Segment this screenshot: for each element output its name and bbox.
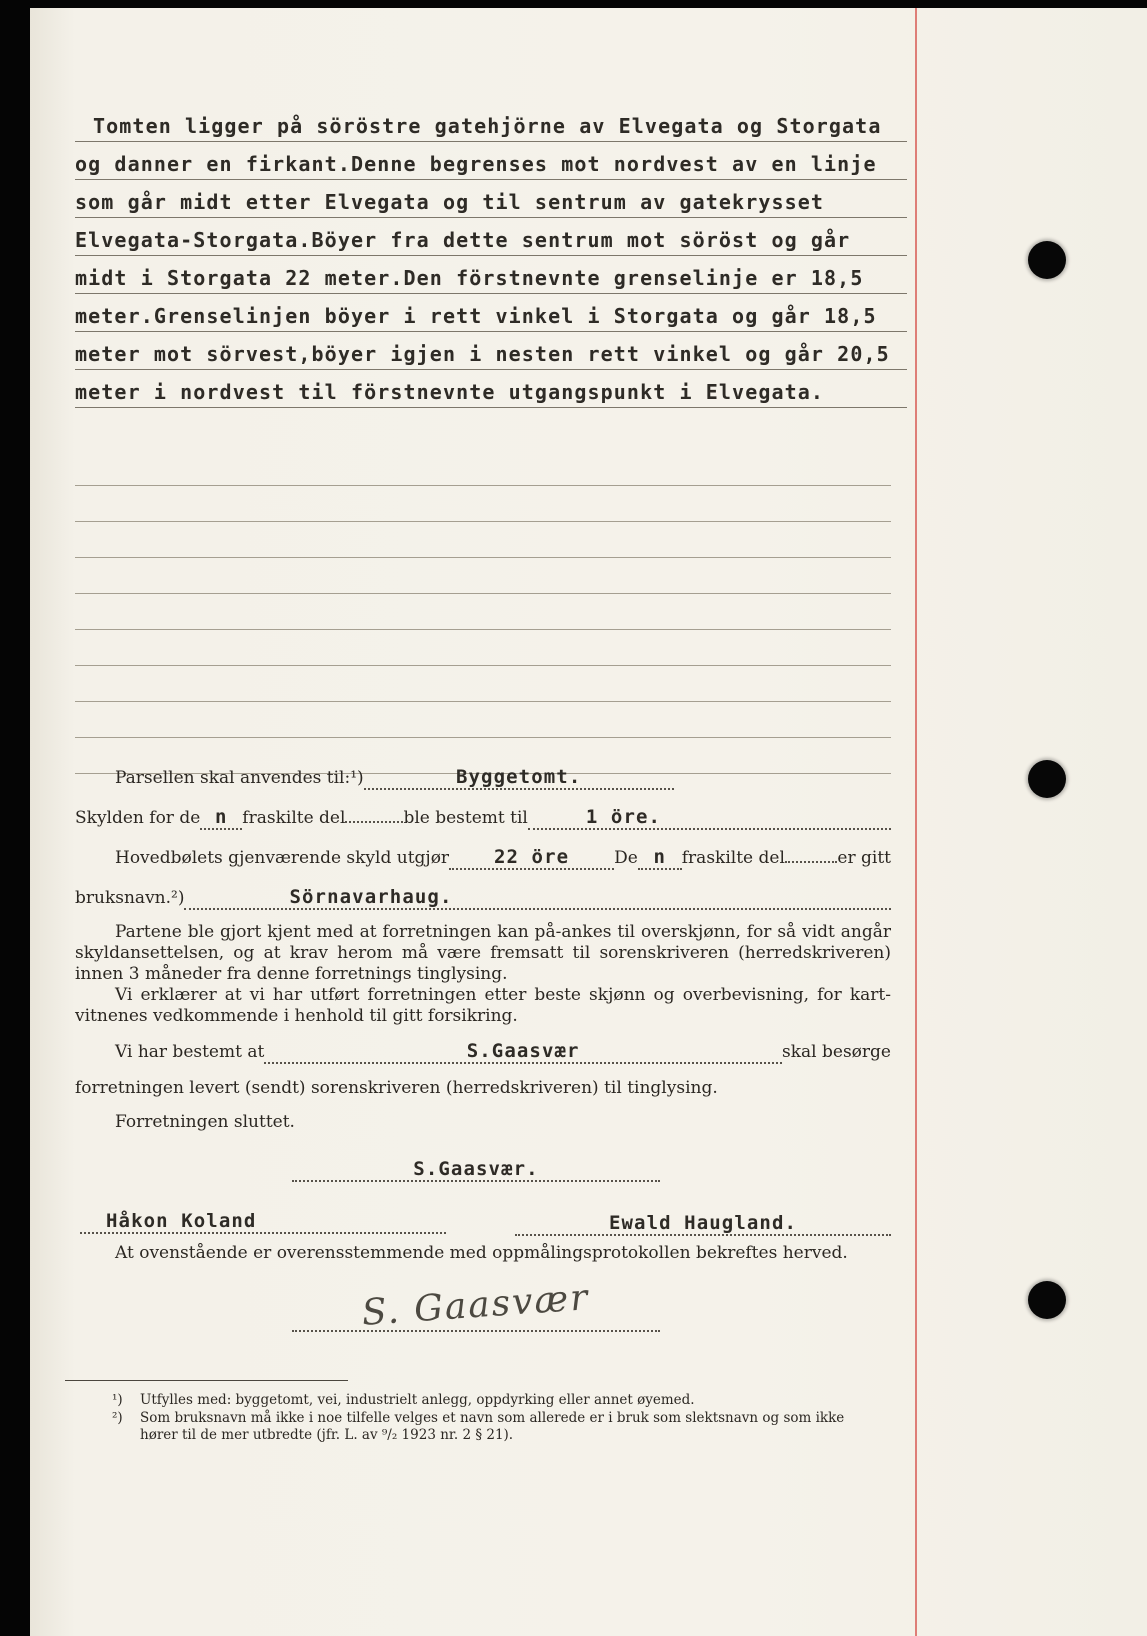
footnote-1-text: Utfylles med: byggetomt, vei, industrielt anlegg, oppdyrking eller annet øyemed. (140, 1392, 695, 1408)
declaration-paragraph: Vi erklærer at vi har utført forretningen etter beste skjønn og overbevisning, for kart-vitnenes vedkommende i henhold til gitt forsikring. (75, 985, 891, 1026)
punch-hole (1028, 1281, 1066, 1319)
sluttet-text: Forretningen sluttet. (115, 1112, 295, 1132)
footnotes (112, 1392, 852, 1445)
punch-hole (1028, 241, 1066, 279)
typed-line: meter mot sörvest,böyer igjen i nesten rett vinkel og går 20,5 (75, 332, 907, 370)
hovedbol-label-post: er gitt (837, 848, 891, 868)
handwritten-signature-line (292, 1266, 660, 1332)
blank-rule-line (75, 594, 891, 630)
skyld-value-dotted (528, 806, 891, 830)
besorge-continuation-text: forretningen levert (sendt) sorenskriveren (herredskriveren) til tinglysing. (75, 1078, 718, 1098)
besorge-label-post: skal besørge (782, 1042, 891, 1062)
hovedbol-value: 22 öre (493, 846, 570, 868)
footnote-2 (112, 1410, 852, 1445)
hovedbol-value-dotted (449, 846, 614, 870)
typed-line: meter.Grenselinjen böyer i rett vinkel i Storgata og går 18,5 (75, 294, 907, 332)
skyld-label-mid1: fraskilte del (242, 808, 346, 828)
typed-line: midt i Storgata 22 meter.Den förstnevnte grenselinje er 18,5 (75, 256, 907, 294)
typed-boundary-description (75, 104, 907, 408)
typed-line: Tomten ligger på söröstre gatehjörne av Elvegata og Storgata (75, 104, 907, 142)
punch-hole (1028, 760, 1066, 798)
confirmation-text: At ovenstående er overensstemmende med oppmålingsprotokollen bekreftes herved. (115, 1243, 848, 1263)
hovedbol-insert: n (653, 846, 667, 868)
purpose-row (75, 766, 891, 790)
blank-rule-line (75, 702, 891, 738)
sluttet-row (75, 1112, 891, 1132)
footnote-1 (112, 1392, 852, 1410)
hovedbol-insert-dotted (638, 846, 682, 870)
legal-paragraphs (75, 922, 891, 1027)
typed-line: som går midt etter Elvegata og til sentrum av gatekrysset (75, 180, 907, 218)
typed-line: Elvegata-Storgata.Böyer fra dette sentrum mot söröst og går (75, 218, 907, 256)
bruksnavn-value-dotted (184, 886, 891, 910)
besorge-value-dotted (264, 1040, 782, 1064)
skyld-value: 1 öre. (585, 806, 662, 828)
blank-rule-line (75, 558, 891, 594)
typed-signature-line (292, 1140, 660, 1182)
blank-ruled-area (75, 450, 891, 774)
witness-left-line (80, 1196, 446, 1234)
purpose-value: Byggetomt. (455, 766, 582, 788)
skyld-insert-dotted (200, 806, 242, 830)
witness-right-line (515, 1196, 891, 1236)
typed-signature: S.Gaasvær. (413, 1158, 539, 1180)
skyld-dotted-gap (345, 821, 403, 823)
skyld-insert: n (215, 806, 228, 828)
besorge-row (75, 1040, 891, 1064)
skyld-label-mid2: ble bestemt til (403, 808, 528, 828)
bruksnavn-value: Sörnavarhaug. (289, 886, 453, 908)
purpose-label: Parsellen skal anvendes til:¹) (115, 768, 364, 788)
bruksnavn-label: bruksnavn.²) (75, 888, 185, 908)
besorge-continuation (75, 1078, 891, 1098)
besorge-value: S.Gaasvær (466, 1040, 580, 1062)
footnote-1-marker: ¹) (112, 1392, 123, 1408)
purpose-dotted-line (364, 766, 674, 790)
hovedbol-dotted-gap (785, 861, 838, 863)
bruksnavn-row (75, 886, 891, 910)
hovedbol-row (75, 846, 891, 870)
skyld-row (75, 806, 891, 830)
footnote-2-marker: ²) (112, 1409, 123, 1426)
blank-rule-line (75, 486, 891, 522)
handwritten-signature: S. Gaasvær (360, 1277, 591, 1334)
typed-line: meter i nordvest til förstnevnte utgangspunkt i Elvegata. (75, 370, 907, 408)
blank-rule-line (75, 450, 891, 486)
witness-right-name: Ewald Haugland. (608, 1212, 798, 1234)
confirmation-row (75, 1243, 891, 1263)
skyld-label-pre: Skylden for de (75, 808, 201, 828)
besorge-label-pre: Vi har bestemt at (115, 1042, 265, 1062)
hovedbol-label-mid2: fraskilte del (681, 848, 785, 868)
blank-rule-line (75, 522, 891, 558)
red-margin-line (915, 8, 917, 1636)
footnote-divider (65, 1380, 348, 1381)
hovedbol-label-mid1: De (614, 848, 638, 868)
footnote-2-text: Som bruksnavn må ikke i noe tilfelle velges et navn som allerede er i bruk som slektsnavn og som ikke hører til de mer utbredte (jfr. L. av ⁹/₂ 1923 nr. 2 § 21). (140, 1409, 845, 1443)
blank-rule-line (75, 666, 891, 702)
appeal-paragraph: Partene ble gjort kjent med at forretningen kan på-ankes til overskjønn, for så vidt angår skyldansettelsen, og at krav herom må være fremsatt til sorenskriveren (herredskriveren) innen 3 måneder fra denne forretnings tinglysing. (75, 922, 891, 984)
witness-left-name: Håkon Koland (106, 1210, 257, 1232)
blank-rule-line (75, 630, 891, 666)
hovedbol-label-pre: Hovedbølets gjenværende skyld utgjør (115, 848, 450, 868)
typed-line: og danner en firkant.Denne begrenses mot nordvest av en linje (75, 142, 907, 180)
